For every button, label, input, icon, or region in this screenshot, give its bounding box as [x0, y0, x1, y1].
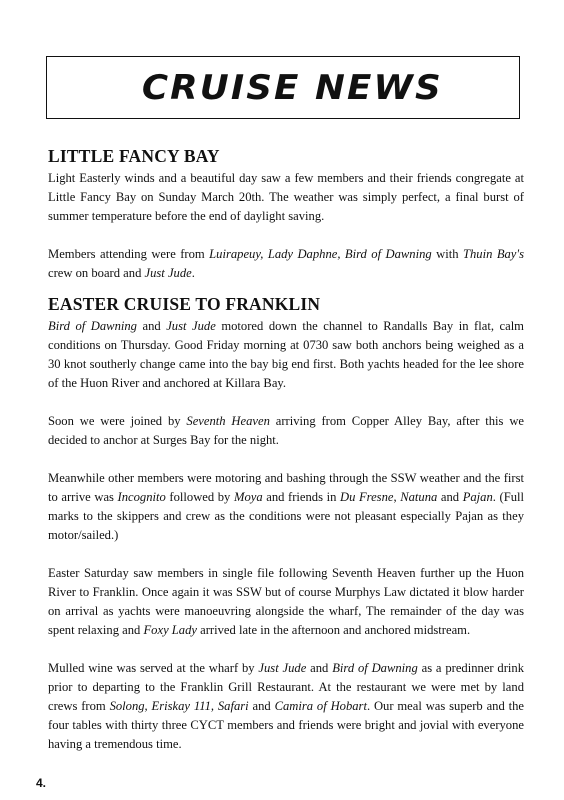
text-run: . Our meal was superb and the four tables with thirty three CYCT members and friends were bright and jovial with everyone having a tremendous time.	[48, 699, 524, 751]
paragraph	[48, 412, 524, 450]
yacht-name: Bird of Dawning	[48, 319, 137, 333]
text-run: arrived late in the afternoon and anchored midstream.	[197, 623, 471, 637]
text-run: Light Easterly winds and a beautiful day saw a few members and their friends congregate at Little Fancy Bay on Sunday March 20th. The weather was simply perfect, a final burst of summer temperature before the end of daylight saving.	[48, 171, 524, 223]
section-body	[48, 317, 524, 754]
section-heading: EASTER CRUISE TO FRANKLIN	[48, 294, 321, 314]
paragraph	[48, 245, 524, 283]
text-run: Meanwhile other members were motoring and bashing through the SSW weather and the first to arrive was	[48, 471, 524, 504]
text-run: and	[136, 319, 167, 333]
text-run: Easter Saturday saw members in single file following Seventh Heaven further up the Huon River to Franklin. Once again it was SSW but of course Murphys Law dictated it blow harder on arrival as yachts were manoeuvring alongside the wharf, The remainder of the day was spent relaxing and	[48, 566, 524, 637]
section-body	[48, 169, 524, 283]
section-heading: LITTLE FANCY BAY	[48, 146, 220, 166]
yacht-name: Bird of Dawning	[332, 661, 418, 675]
text-run: as a predinner drink prior to departing to the Franklin Grill Restaurant. At the restaurant we were met by land crews from	[48, 661, 525, 713]
yacht-name: Just Jude	[166, 319, 216, 333]
text-run: and	[306, 661, 333, 675]
paragraph	[48, 659, 524, 754]
text-run: crew on board and	[48, 266, 145, 280]
text-run: and friends in	[262, 490, 340, 504]
text-run: ,	[393, 490, 401, 504]
yacht-name: Du Fresne	[339, 490, 394, 504]
cruise-news-banner	[46, 56, 520, 119]
text-run: with	[431, 247, 463, 261]
text-run: Members attending were from	[48, 247, 210, 261]
text-run: followed by	[165, 490, 234, 504]
text-run: and	[437, 490, 463, 504]
paragraph	[48, 169, 524, 226]
text-run: Mulled wine was served at the wharf by	[48, 661, 259, 675]
yacht-name: Seventh Heaven	[186, 414, 270, 428]
banner-title: CRUISE NEWS	[141, 67, 443, 108]
paragraph	[48, 469, 524, 545]
yacht-name: Just Jude	[258, 661, 307, 675]
text-run: .	[191, 266, 195, 280]
text-run: motored down the channel to Randalls Bay in flat, calm conditions on Thursday. Good Friday morning at 0730 saw both anchors being weighed as a 30 knot southerly change came into the bay big end first. Both yachts headed for the lee shore of the Huon River and anchored at Killara Bay.	[48, 319, 524, 390]
text-run: arriving from Copper Alley Bay, after this we decided to anchor at Surges Bay for the night.	[48, 414, 524, 447]
yacht-name: Moya	[233, 490, 263, 504]
yacht-name: Foxy Lady	[143, 623, 197, 637]
page-number: 4.	[36, 776, 47, 790]
section-little-fancy-bay	[48, 146, 524, 283]
section-easter-cruise	[48, 294, 524, 754]
yacht-name: Luirapeuy, Lady Daphne, Bird of Dawning	[209, 247, 432, 261]
yacht-name: Pajan	[462, 490, 493, 504]
text-run: . (Full marks to the skippers and crew as the conditions were not pleasant especially Pajan as they motor/sailed.)	[48, 490, 525, 542]
paragraph	[48, 317, 524, 393]
text-run: Soon we were joined by	[48, 414, 187, 428]
text-run: and	[248, 699, 275, 713]
paragraph	[48, 564, 524, 640]
yacht-name: Natuna	[400, 490, 438, 504]
yacht-name: Solong, Eriskay 111, Safari	[109, 699, 249, 713]
yacht-name: Thuin Bay's	[462, 247, 524, 261]
yacht-name: Camira of Hobart	[274, 699, 367, 713]
yacht-name: Just Jude	[144, 266, 192, 280]
yacht-name: Incognito	[117, 490, 166, 504]
